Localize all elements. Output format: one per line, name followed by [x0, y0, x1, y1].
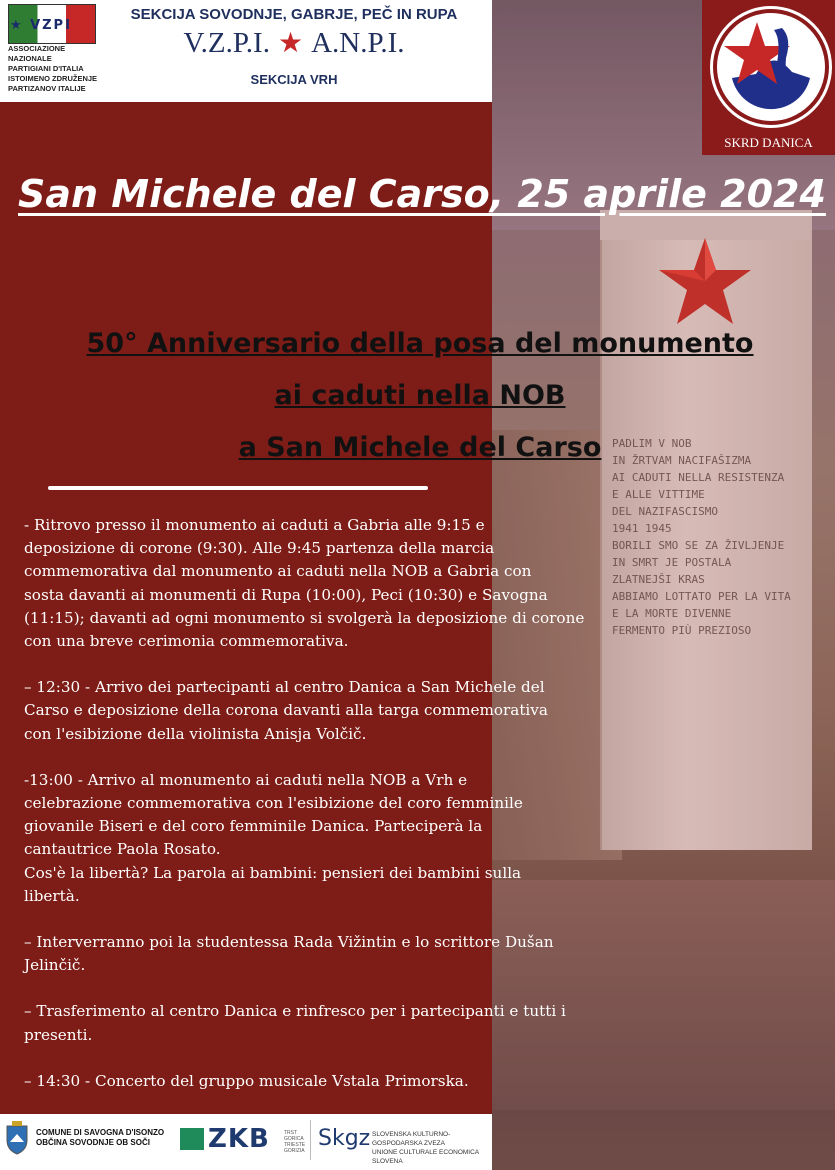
inscription-line: IN SMRT JE POSTALA: [612, 556, 732, 569]
program-line: Cos'è la libertà? La parola ai bambini: pensieri dei bambini sulla: [24, 863, 522, 882]
red-star-icon: [655, 236, 755, 326]
program-line: con l'esibizione della violinista Anisja Volčič.: [24, 724, 367, 743]
program-line: libertà.: [24, 886, 80, 905]
zkb-small-line: TRST: [284, 1130, 298, 1136]
organizations: [100, 26, 488, 60]
vzpi-small-line: ASSOCIAZIONE NAZIONALE: [8, 44, 66, 63]
section-vrh: SEKCIJA VRH: [250, 72, 338, 87]
program-line: – Trasferimento al centro Danica e rinfresco per i partecipanti e tutti i: [24, 1002, 566, 1021]
vzpi-logo: [8, 0, 96, 98]
skgz-full-name: [372, 1130, 492, 1166]
comune-line: COMUNE DI SAVOGNA D'ISONZO: [36, 1128, 165, 1137]
program-item: [24, 676, 644, 746]
skrd-emblem: [710, 6, 832, 128]
program-item: [24, 1070, 644, 1093]
program-line: sosta davanti ai monumenti di Rupa (10:00), Peci (10:30) e Savogna: [24, 585, 548, 604]
program-line: – 14:30 - Concerto del gruppo musicale Vstala Primorska.: [24, 1071, 469, 1090]
vzpi-small-line: PARTIZANOV ITALIJE: [8, 84, 86, 93]
program-line: commemorativa dal monumento ai caduti nella NOB a Gabria con: [24, 562, 532, 581]
vzpi-small-line: PARTIGIANI D'ITALIA: [8, 64, 84, 73]
subtitle-line: ai caduti nella NOB: [274, 380, 566, 411]
inscription-line: AI CADUTI NELLA RESISTENZA: [612, 471, 785, 484]
program-line: cantautrice Paola Rosato.: [24, 840, 221, 859]
program-item: [24, 769, 644, 908]
program-line: -13:00 - Arrivo al monumento ai caduti nella NOB a Vrh e: [24, 770, 468, 789]
star-icon: ★: [10, 18, 22, 33]
program-line: con una breve cerimonia commemorativa.: [24, 632, 349, 651]
divider-line: [48, 486, 428, 490]
vzpi-small-line: ISTOIMENO ZDRUŽENJE: [8, 74, 98, 83]
vzpi-association-text: [8, 44, 98, 94]
inscription-line: ABBIAMO LOTTATO PER LA VITA: [612, 590, 791, 603]
program-line: (11:15); davanti ad ogni monumento si svolgerà la deposizione di corone: [24, 608, 585, 627]
inscription-line: PADLIM V NOB: [612, 437, 692, 450]
sponsor-footer: [0, 1114, 492, 1170]
zkb-small-line: GORICA: [284, 1136, 304, 1142]
inscription-line: FERMENTO PIÙ PREZIOSO: [612, 624, 752, 637]
program-item: [24, 514, 644, 653]
zkb-small-line: GORIZIA: [284, 1148, 305, 1154]
header-banner: [0, 0, 492, 102]
comune-name: [36, 1128, 164, 1148]
star-icon: ★: [277, 28, 304, 59]
inscription-line: E LA MORTE DIVENNE: [612, 607, 732, 620]
program-item: [24, 1000, 644, 1046]
comune-line: OBČINA SOVODNJE OB SOČI: [36, 1138, 150, 1147]
zkb-logo: [180, 1122, 305, 1154]
zkb-square-icon: [180, 1128, 204, 1150]
vzpi-logo-text: VZPI: [30, 18, 72, 33]
program-line: – 12:30 - Arrivo dei partecipanti al centro Danica a San Michele del: [24, 678, 545, 697]
inscription-line: ZLATNEJŠI KRAS: [612, 573, 705, 586]
skrd-logo-box: [702, 0, 835, 155]
inscription-line: 1941 1945: [612, 522, 672, 535]
footer-separator: [310, 1120, 311, 1160]
org-anpi: A.N.P.I.: [311, 27, 405, 59]
program-text: [24, 514, 644, 1116]
section-name: SEKCIJA SOVODNJE, GABRJE, PEČ IN RUPA: [130, 6, 458, 23]
skrd-label: SKRD DANICA: [724, 135, 813, 150]
program-line: presenti.: [24, 1025, 93, 1044]
org-vzpi: V.Z.P.I.: [183, 27, 270, 59]
event-title: San Michele del Carso, 25 aprile 2024: [18, 172, 826, 216]
zkb-small-line: TRIESTE: [284, 1142, 306, 1148]
event-subtitle: [20, 318, 820, 474]
program-line: Carso e deposizione della corona davanti alla targa commemorativa: [24, 701, 548, 720]
program-line: giovanile Biseri e del coro femminile Danica. Parteciperà la: [24, 817, 483, 836]
program-line: celebrazione commemorativa con l'esibizione del coro femminile: [24, 794, 523, 813]
zkb-logo-text: ZKB: [208, 1124, 270, 1154]
inscription-line: E ALLE VITTIME: [612, 488, 705, 501]
skgz-line: SLOVENSKA KULTURNO-GOSPODARSKA ZVEZA: [372, 1131, 451, 1147]
program-line: – Interverranno poi la studentessa Rada Vižintin e lo scrittore Dušan: [24, 933, 554, 952]
subtitle-line: 50° Anniversario della posa del monumento: [86, 328, 754, 359]
inscription-line: IN ŽRTVAM NACIFAŠIZMA: [612, 454, 752, 467]
skrd-emblem-icon: [712, 8, 830, 126]
inscription-line: DEL NAZIFASCISMO: [612, 505, 718, 518]
program-line: - Ritrovo presso il monumento ai caduti a Gabria alle 9:15 e: [24, 516, 485, 534]
program-item: [24, 931, 644, 977]
zkb-small-text: [284, 1130, 305, 1154]
subtitle-line: a San Michele del Carso: [238, 432, 602, 463]
program-line: deposizione di corone (9:30). Alle 9:45 partenza della marcia: [24, 539, 495, 558]
program-line: Jelinčič.: [24, 956, 86, 975]
skgz-logo-text: Skgz: [318, 1126, 371, 1151]
municipal-crest-icon: [4, 1120, 30, 1156]
inscription-line: BORILI SMO SE ZA ŽIVLJENJE: [612, 539, 785, 552]
skgz-line: UNIONE CULTURALE ECONOMICA SLOVENA: [372, 1149, 479, 1165]
